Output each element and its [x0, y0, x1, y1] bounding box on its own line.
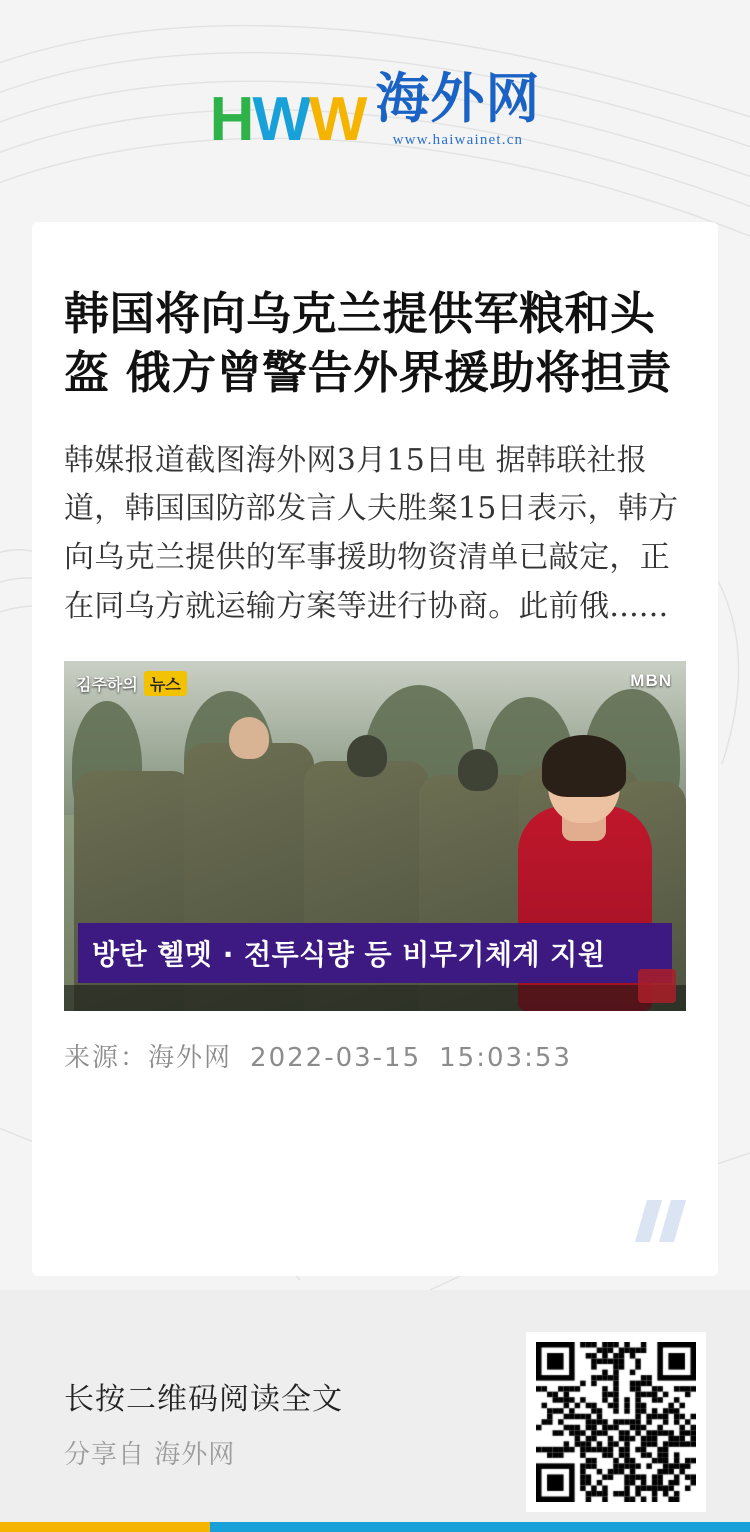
qr-code-canvas	[536, 1342, 696, 1502]
soldier-head	[458, 749, 498, 791]
logo-chinese-name: 海外网	[375, 66, 541, 130]
source-label: 来源：	[64, 1043, 149, 1074]
article-card	[32, 222, 718, 1276]
footer-text-block	[64, 1374, 343, 1471]
bottom-bar-segment-blue	[210, 1522, 750, 1532]
article-image[interactable]	[64, 661, 686, 1011]
broadcaster-corner-logo-icon	[638, 969, 676, 1003]
logo-hww-letters	[209, 84, 366, 154]
soldier-head	[347, 735, 387, 777]
publish-date: 2022-03-15	[250, 1043, 422, 1074]
program-tag: 뉴스	[144, 671, 187, 696]
image-bottom-strip	[64, 985, 686, 1011]
logo-chinese-block	[375, 66, 541, 149]
article-meta	[64, 1037, 686, 1074]
broadcaster-watermark: MBN	[630, 671, 672, 691]
logo-letter-h: H	[209, 84, 253, 154]
program-name: 김주하의	[76, 675, 138, 695]
bottom-bar-segment-yellow	[0, 1522, 210, 1532]
article-summary: 韩媒报道截图海外网3月15日电 据韩联社报道，韩国国防部发言人夫胜粲15日表示，韩方向乌克兰提供的军事援助物资清单已敲定，正在同乌方就运输方案等进行协商。此前俄......	[64, 442, 679, 624]
publish-time: 15:03:53	[439, 1043, 572, 1074]
quote-decoration-icon	[641, 1200, 680, 1242]
site-header	[0, 0, 750, 222]
footer-share-from: 分享自 海外网	[64, 1439, 236, 1470]
site-logo[interactable]	[209, 66, 541, 154]
image-caption-bar	[78, 923, 672, 983]
soldier-head	[229, 717, 269, 759]
image-caption-text: 방탄 헬멧 · 전투식량 등 비무기체계 지원	[92, 938, 606, 972]
anchor-hair	[542, 735, 626, 797]
logo-letter-w2: W	[308, 84, 366, 154]
broadcast-program-badge	[76, 671, 187, 696]
poster-footer	[0, 1290, 750, 1532]
source-name: 海外网	[148, 1043, 233, 1074]
footer-cta: 长按二维码阅读全文	[64, 1381, 343, 1417]
bottom-color-bar	[0, 1522, 750, 1532]
logo-website-url: www.haiwainet.cn	[392, 131, 524, 148]
logo-letter-w1: W	[252, 84, 309, 154]
qr-code[interactable]	[526, 1332, 706, 1512]
article-headline: 韩国将向乌克兰提供军粮和头盔 俄方曾警告外界援助将担责	[64, 287, 672, 400]
